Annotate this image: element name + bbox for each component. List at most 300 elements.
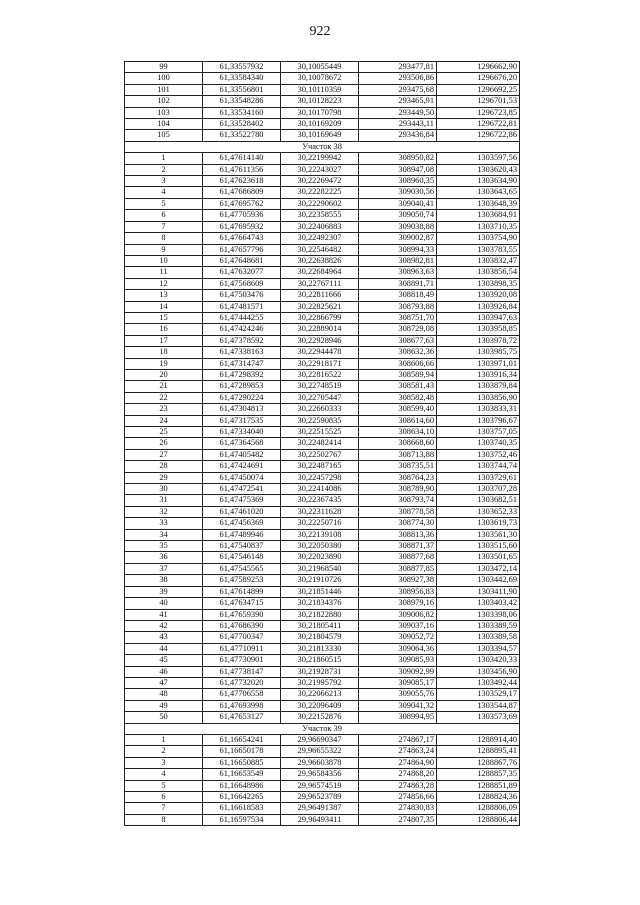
point-number-cell: 13	[125, 290, 203, 301]
latitude-cell: 61,47568609	[203, 278, 281, 289]
latitude-cell: 61,16653549	[203, 769, 281, 780]
x-coordinate-cell: 308677,63	[359, 335, 437, 346]
point-number-cell: 99	[125, 62, 203, 73]
latitude-cell: 61,33584340	[203, 73, 281, 84]
longitude-cell: 30,10055449	[281, 62, 359, 73]
latitude-cell: 61,47424691	[203, 461, 281, 472]
x-coordinate-cell: 274867,17	[359, 734, 437, 745]
longitude-cell: 30,21995792	[281, 677, 359, 688]
y-coordinate-cell: 1303634,90	[437, 176, 520, 187]
latitude-cell: 61,47611356	[203, 164, 281, 175]
longitude-cell: 30,10128223	[281, 96, 359, 107]
x-coordinate-cell: 308774,30	[359, 518, 437, 529]
longitude-cell: 30,22199942	[281, 153, 359, 164]
point-number-cell: 6	[125, 210, 203, 221]
latitude-cell: 61,47700347	[203, 632, 281, 643]
latitude-cell: 61,47695762	[203, 198, 281, 209]
y-coordinate-cell: 1303403,42	[437, 598, 520, 609]
point-number-cell: 3	[125, 757, 203, 768]
point-number-cell: 5	[125, 780, 203, 791]
x-coordinate-cell: 308582,48	[359, 392, 437, 403]
latitude-cell: 61,47489946	[203, 529, 281, 540]
y-coordinate-cell: 1303856,90	[437, 392, 520, 403]
y-coordinate-cell: 1303707,28	[437, 484, 520, 495]
x-coordinate-cell: 308632,36	[359, 347, 437, 358]
latitude-cell: 61,47424246	[203, 324, 281, 335]
longitude-cell: 30,22705447	[281, 392, 359, 403]
point-number-cell: 34	[125, 529, 203, 540]
latitude-cell: 61,33548286	[203, 96, 281, 107]
point-number-cell: 7	[125, 221, 203, 232]
y-coordinate-cell: 1303740,35	[437, 438, 520, 449]
point-number-cell: 29	[125, 472, 203, 483]
point-number-cell: 32	[125, 506, 203, 517]
latitude-cell: 61,16648986	[203, 780, 281, 791]
longitude-cell: 30,22944478	[281, 347, 359, 358]
latitude-cell: 61,16597534	[203, 814, 281, 825]
point-number-cell: 2	[125, 746, 203, 757]
table-row	[125, 666, 520, 677]
x-coordinate-cell: 308606,66	[359, 358, 437, 369]
x-coordinate-cell: 308982,81	[359, 255, 437, 266]
longitude-cell: 30,22918171	[281, 358, 359, 369]
latitude-cell: 61,47472541	[203, 484, 281, 495]
table-row	[125, 130, 520, 141]
point-number-cell: 100	[125, 73, 203, 84]
x-coordinate-cell: 308950,82	[359, 153, 437, 164]
y-coordinate-cell: 1303472,14	[437, 563, 520, 574]
longitude-cell: 30,22816522	[281, 369, 359, 380]
x-coordinate-cell: 309006,82	[359, 609, 437, 620]
y-coordinate-cell: 1288806,44	[437, 814, 520, 825]
table-row	[125, 96, 520, 107]
y-coordinate-cell: 1303544,87	[437, 700, 520, 711]
table-row	[125, 700, 520, 711]
point-number-cell: 27	[125, 449, 203, 460]
latitude-cell: 61,47648681	[203, 255, 281, 266]
latitude-cell: 61,47545565	[203, 563, 281, 574]
latitude-cell: 61,47659390	[203, 609, 281, 620]
point-number-cell: 3	[125, 176, 203, 187]
point-number-cell: 9	[125, 244, 203, 255]
latitude-cell: 61,47657796	[203, 244, 281, 255]
y-coordinate-cell: 1303411,90	[437, 586, 520, 597]
y-coordinate-cell: 1288895,41	[437, 746, 520, 757]
longitude-cell: 30,22152876	[281, 712, 359, 723]
longitude-cell: 30,21813330	[281, 643, 359, 654]
longitude-cell: 30,22482414	[281, 438, 359, 449]
latitude-cell: 61,33534160	[203, 107, 281, 118]
latitude-cell: 61,47653127	[203, 712, 281, 723]
latitude-cell: 61,47540837	[203, 541, 281, 552]
table-row	[125, 210, 520, 221]
table-row	[125, 176, 520, 187]
latitude-cell: 61,16618583	[203, 803, 281, 814]
y-coordinate-cell: 1303856,54	[437, 267, 520, 278]
point-number-cell: 37	[125, 563, 203, 574]
x-coordinate-cell: 308818,49	[359, 290, 437, 301]
latitude-cell: 61,47732020	[203, 677, 281, 688]
longitude-cell: 30,22066213	[281, 689, 359, 700]
longitude-cell: 30,22748519	[281, 381, 359, 392]
x-coordinate-cell: 308979,16	[359, 598, 437, 609]
latitude-cell: 61,47738147	[203, 666, 281, 677]
y-coordinate-cell: 1296722,86	[437, 130, 520, 141]
table-row	[125, 677, 520, 688]
y-coordinate-cell: 1303978,72	[437, 335, 520, 346]
table-row	[125, 62, 520, 73]
section-title: Участок 39	[125, 723, 520, 734]
y-coordinate-cell: 1303958,85	[437, 324, 520, 335]
table-row	[125, 427, 520, 438]
x-coordinate-cell: 293477,81	[359, 62, 437, 73]
latitude-cell: 61,16650885	[203, 757, 281, 768]
x-coordinate-cell: 308793,88	[359, 301, 437, 312]
longitude-cell: 30,10169649	[281, 130, 359, 141]
point-number-cell: 24	[125, 415, 203, 426]
x-coordinate-cell: 309030,56	[359, 187, 437, 198]
table-row	[125, 278, 520, 289]
table-row	[125, 324, 520, 335]
table-row	[125, 575, 520, 586]
longitude-cell: 30,22406883	[281, 221, 359, 232]
x-coordinate-cell: 308778,58	[359, 506, 437, 517]
y-coordinate-cell: 1303757,05	[437, 427, 520, 438]
longitude-cell: 30,22290602	[281, 198, 359, 209]
table-row	[125, 312, 520, 323]
y-coordinate-cell: 1296723,85	[437, 107, 520, 118]
latitude-cell: 61,47405482	[203, 449, 281, 460]
table-row	[125, 358, 520, 369]
longitude-cell: 30,22889014	[281, 324, 359, 335]
latitude-cell: 61,47475369	[203, 495, 281, 506]
y-coordinate-cell: 1303501,65	[437, 552, 520, 563]
y-coordinate-cell: 1303920,08	[437, 290, 520, 301]
x-coordinate-cell: 274863,24	[359, 746, 437, 757]
y-coordinate-cell: 1288867,76	[437, 757, 520, 768]
latitude-cell: 61,47314747	[203, 358, 281, 369]
x-coordinate-cell: 308599,40	[359, 404, 437, 415]
y-coordinate-cell: 1303729,61	[437, 472, 520, 483]
x-coordinate-cell: 293475,68	[359, 84, 437, 95]
table-row	[125, 369, 520, 380]
longitude-cell: 29,96603878	[281, 757, 359, 768]
longitude-cell: 30,22487165	[281, 461, 359, 472]
x-coordinate-cell: 308589,94	[359, 369, 437, 380]
point-number-cell: 38	[125, 575, 203, 586]
y-coordinate-cell: 1303833,31	[437, 404, 520, 415]
x-coordinate-cell: 308927,38	[359, 575, 437, 586]
longitude-cell: 29,96690347	[281, 734, 359, 745]
point-number-cell: 22	[125, 392, 203, 403]
point-number-cell: 10	[125, 255, 203, 266]
point-number-cell: 44	[125, 643, 203, 654]
table-row	[125, 529, 520, 540]
y-coordinate-cell: 1303648,39	[437, 198, 520, 209]
longitude-cell: 29,96523789	[281, 792, 359, 803]
x-coordinate-cell: 309041,32	[359, 700, 437, 711]
x-coordinate-cell: 308877,85	[359, 563, 437, 574]
point-number-cell: 47	[125, 677, 203, 688]
table-row	[125, 347, 520, 358]
table-row	[125, 198, 520, 209]
latitude-cell: 61,47481571	[203, 301, 281, 312]
point-number-cell: 36	[125, 552, 203, 563]
table-row	[125, 461, 520, 472]
point-number-cell: 2	[125, 164, 203, 175]
table-row	[125, 757, 520, 768]
point-number-cell: 50	[125, 712, 203, 723]
longitude-cell: 29,96493411	[281, 814, 359, 825]
y-coordinate-cell: 1303947,63	[437, 312, 520, 323]
longitude-cell: 30,22684964	[281, 267, 359, 278]
point-number-cell: 15	[125, 312, 203, 323]
y-coordinate-cell: 1303879,84	[437, 381, 520, 392]
y-coordinate-cell: 1303926,84	[437, 301, 520, 312]
x-coordinate-cell: 309052,72	[359, 632, 437, 643]
point-number-cell: 20	[125, 369, 203, 380]
x-coordinate-cell: 308735,51	[359, 461, 437, 472]
point-number-cell: 43	[125, 632, 203, 643]
table-row	[125, 563, 520, 574]
y-coordinate-cell: 1303710,35	[437, 221, 520, 232]
longitude-cell: 30,21834376	[281, 598, 359, 609]
point-number-cell: 41	[125, 609, 203, 620]
latitude-cell: 61,47589253	[203, 575, 281, 586]
point-number-cell: 33	[125, 518, 203, 529]
y-coordinate-cell: 1296662,90	[437, 62, 520, 73]
point-number-cell: 103	[125, 107, 203, 118]
longitude-cell: 29,96574519	[281, 780, 359, 791]
longitude-cell: 30,22825621	[281, 301, 359, 312]
point-number-cell: 8	[125, 814, 203, 825]
latitude-cell: 61,47317535	[203, 415, 281, 426]
x-coordinate-cell: 309037,16	[359, 620, 437, 631]
point-number-cell: 25	[125, 427, 203, 438]
latitude-cell: 61,47461020	[203, 506, 281, 517]
x-coordinate-cell: 308956,83	[359, 586, 437, 597]
point-number-cell: 12	[125, 278, 203, 289]
x-coordinate-cell: 309064,36	[359, 643, 437, 654]
y-coordinate-cell: 1303515,60	[437, 541, 520, 552]
point-number-cell: 18	[125, 347, 203, 358]
table-row	[125, 187, 520, 198]
table-row	[125, 153, 520, 164]
table-row	[125, 620, 520, 631]
longitude-cell: 30,22660333	[281, 404, 359, 415]
y-coordinate-cell: 1303529,17	[437, 689, 520, 700]
y-coordinate-cell: 1303643,65	[437, 187, 520, 198]
point-number-cell: 1	[125, 734, 203, 745]
table-row	[125, 484, 520, 495]
table-row	[125, 84, 520, 95]
longitude-cell: 30,22023890	[281, 552, 359, 563]
table-row	[125, 598, 520, 609]
latitude-cell: 61,47290224	[203, 392, 281, 403]
longitude-cell: 30,10170798	[281, 107, 359, 118]
longitude-cell: 30,22282225	[281, 187, 359, 198]
longitude-cell: 30,22139108	[281, 529, 359, 540]
point-number-cell: 35	[125, 541, 203, 552]
latitude-cell: 61,47546148	[203, 552, 281, 563]
y-coordinate-cell: 1303752,46	[437, 449, 520, 460]
point-number-cell: 17	[125, 335, 203, 346]
y-coordinate-cell: 1303389,59	[437, 620, 520, 631]
longitude-cell: 30,22358555	[281, 210, 359, 221]
longitude-cell: 30,21968540	[281, 563, 359, 574]
x-coordinate-cell: 274863,28	[359, 780, 437, 791]
y-coordinate-cell: 1303619,73	[437, 518, 520, 529]
table-row	[125, 221, 520, 232]
y-coordinate-cell: 1303898,35	[437, 278, 520, 289]
x-coordinate-cell: 308751,70	[359, 312, 437, 323]
longitude-cell: 30,22811666	[281, 290, 359, 301]
latitude-cell: 61,47614899	[203, 586, 281, 597]
longitude-cell: 30,21822880	[281, 609, 359, 620]
latitude-cell: 61,47664743	[203, 233, 281, 244]
section-title: Участок 38	[125, 141, 520, 152]
table-row	[125, 267, 520, 278]
x-coordinate-cell: 293465,91	[359, 96, 437, 107]
table-row	[125, 632, 520, 643]
table-row	[125, 107, 520, 118]
point-number-cell: 1	[125, 153, 203, 164]
y-coordinate-cell: 1296722,81	[437, 119, 520, 130]
table-row	[125, 119, 520, 130]
x-coordinate-cell: 293436,84	[359, 130, 437, 141]
latitude-cell: 61,47503476	[203, 290, 281, 301]
y-coordinate-cell: 1288857,35	[437, 769, 520, 780]
longitude-cell: 30,22928946	[281, 335, 359, 346]
y-coordinate-cell: 1303442,69	[437, 575, 520, 586]
x-coordinate-cell: 308668,60	[359, 438, 437, 449]
point-number-cell: 11	[125, 267, 203, 278]
x-coordinate-cell: 308963,63	[359, 267, 437, 278]
latitude-cell: 61,47289853	[203, 381, 281, 392]
latitude-cell: 61,47334040	[203, 427, 281, 438]
table-row	[125, 518, 520, 529]
table-row	[125, 244, 520, 255]
y-coordinate-cell: 1303420,33	[437, 655, 520, 666]
x-coordinate-cell: 309055,76	[359, 689, 437, 700]
x-coordinate-cell: 274864,90	[359, 757, 437, 768]
y-coordinate-cell: 1296692,25	[437, 84, 520, 95]
x-coordinate-cell: 308871,37	[359, 541, 437, 552]
y-coordinate-cell: 1288914,40	[437, 734, 520, 745]
point-number-cell: 42	[125, 620, 203, 631]
y-coordinate-cell: 1303796,67	[437, 415, 520, 426]
x-coordinate-cell: 309092,99	[359, 666, 437, 677]
table-row	[125, 792, 520, 803]
y-coordinate-cell: 1303971,01	[437, 358, 520, 369]
table-row	[125, 655, 520, 666]
y-coordinate-cell: 1303684,91	[437, 210, 520, 221]
longitude-cell: 30,21805411	[281, 620, 359, 631]
latitude-cell: 61,47614140	[203, 153, 281, 164]
table-row	[125, 381, 520, 392]
table-row	[125, 392, 520, 403]
table-row	[125, 449, 520, 460]
latitude-cell: 61,47444255	[203, 312, 281, 323]
y-coordinate-cell: 1303620,43	[437, 164, 520, 175]
y-coordinate-cell: 1288824,36	[437, 792, 520, 803]
table-row	[125, 335, 520, 346]
table-row	[125, 689, 520, 700]
latitude-cell: 61,47338163	[203, 347, 281, 358]
point-number-cell: 5	[125, 198, 203, 209]
longitude-cell: 29,96584356	[281, 769, 359, 780]
point-number-cell: 8	[125, 233, 203, 244]
table-row	[125, 734, 520, 745]
table-row	[125, 803, 520, 814]
longitude-cell: 30,10110359	[281, 84, 359, 95]
page-number: 922	[309, 24, 331, 39]
longitude-cell: 30,21910726	[281, 575, 359, 586]
table-row	[125, 495, 520, 506]
table-row	[125, 233, 520, 244]
x-coordinate-cell: 274830,83	[359, 803, 437, 814]
latitude-cell: 61,47686390	[203, 620, 281, 631]
longitude-cell: 30,21804579	[281, 632, 359, 643]
point-number-cell: 45	[125, 655, 203, 666]
table-row	[125, 780, 520, 791]
y-coordinate-cell: 1303492,44	[437, 677, 520, 688]
point-number-cell: 48	[125, 689, 203, 700]
point-number-cell: 4	[125, 769, 203, 780]
x-coordinate-cell: 309038,88	[359, 221, 437, 232]
x-coordinate-cell: 308729,08	[359, 324, 437, 335]
y-coordinate-cell: 1288806,09	[437, 803, 520, 814]
longitude-cell: 30,21851446	[281, 586, 359, 597]
x-coordinate-cell: 308713,88	[359, 449, 437, 460]
x-coordinate-cell: 293443,11	[359, 119, 437, 130]
x-coordinate-cell: 293506,86	[359, 73, 437, 84]
x-coordinate-cell: 309040,41	[359, 198, 437, 209]
latitude-cell: 61,16650178	[203, 746, 281, 757]
point-number-cell: 46	[125, 666, 203, 677]
latitude-cell: 61,47450074	[203, 472, 281, 483]
x-coordinate-cell: 308581,43	[359, 381, 437, 392]
longitude-cell: 30,22502767	[281, 449, 359, 460]
y-coordinate-cell: 1303783,55	[437, 244, 520, 255]
section-header-row	[125, 141, 520, 152]
x-coordinate-cell: 308634,10	[359, 427, 437, 438]
latitude-cell: 61,47706558	[203, 689, 281, 700]
x-coordinate-cell: 274856,66	[359, 792, 437, 803]
point-number-cell: 102	[125, 96, 203, 107]
y-coordinate-cell: 1303394,57	[437, 643, 520, 654]
latitude-cell: 61,33556801	[203, 84, 281, 95]
point-number-cell: 30	[125, 484, 203, 495]
y-coordinate-cell: 1296701,53	[437, 96, 520, 107]
table-row	[125, 472, 520, 483]
longitude-cell: 30,22250716	[281, 518, 359, 529]
longitude-cell: 30,22050380	[281, 541, 359, 552]
longitude-cell: 30,22546482	[281, 244, 359, 255]
y-coordinate-cell: 1303398,06	[437, 609, 520, 620]
table-row	[125, 290, 520, 301]
table-row	[125, 643, 520, 654]
table-row	[125, 552, 520, 563]
y-coordinate-cell: 1303832,47	[437, 255, 520, 266]
table-row	[125, 255, 520, 266]
longitude-cell: 30,22414086	[281, 484, 359, 495]
longitude-cell: 30,21860515	[281, 655, 359, 666]
longitude-cell: 30,10169209	[281, 119, 359, 130]
table-row	[125, 541, 520, 552]
x-coordinate-cell: 308877,68	[359, 552, 437, 563]
point-number-cell: 4	[125, 187, 203, 198]
